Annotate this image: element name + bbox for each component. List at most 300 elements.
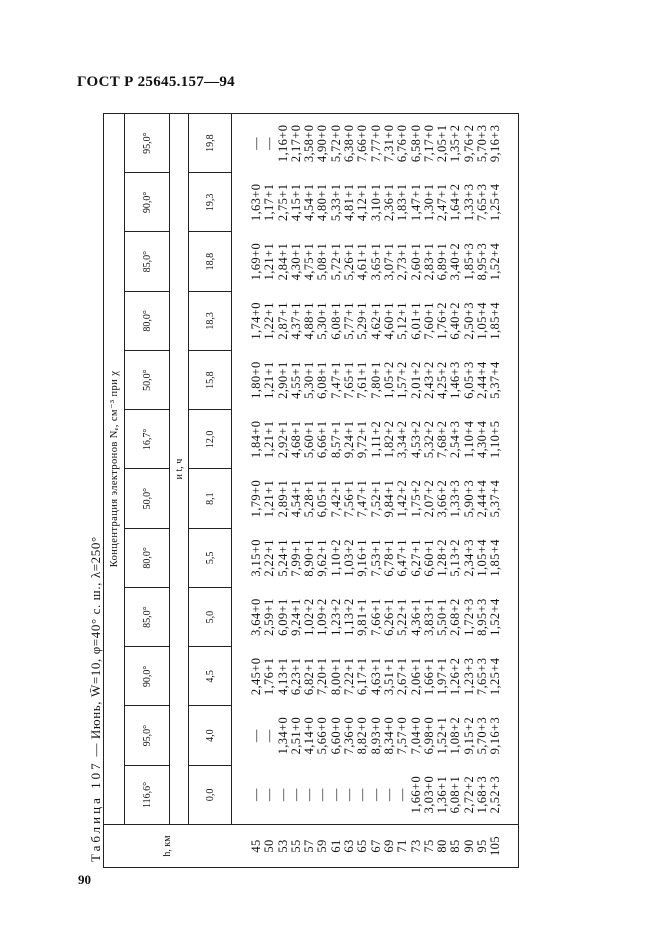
chi-header-cell: 80,0° (125, 291, 170, 350)
concentration-cell: 1,05+2 (381, 361, 396, 399)
concentration-cell: 6,40+2 (448, 302, 463, 340)
concentration-cell: 9,16+1 (355, 539, 370, 577)
concentration-cell: 6,08+1 (448, 775, 463, 814)
concentration-cell: 1,85+3 (461, 242, 476, 281)
concentration-cell: 6,08+1 (328, 302, 343, 340)
concentration-cell: 4,61+1 (355, 242, 370, 281)
table-row (330, 114, 343, 868)
chi-header-cell: 16,7° (125, 410, 170, 469)
table-row (277, 114, 290, 868)
concentration-cell: 3,03+0 (421, 775, 436, 814)
table-row (463, 114, 476, 868)
concentration-cell: — (381, 788, 396, 802)
concentration-cell: 1,21+1 (262, 420, 277, 459)
concentration-cell: 4,14+0 (302, 716, 317, 755)
concentration-cell: 5,08+1 (315, 242, 330, 281)
concentration-cell: 3,40+2 (448, 242, 463, 281)
chi-header-cell: 116,6° (125, 765, 170, 824)
concentration-cell: 3,58+0 (302, 124, 317, 163)
concentration-cell: 2,73+1 (395, 242, 410, 281)
concentration-cell: 6,60+0 (328, 716, 343, 755)
concentration-cell: 4,88+1 (302, 302, 317, 340)
concentration-cell: 3,07+1 (381, 242, 396, 281)
height-cell: 105 (489, 825, 502, 868)
concentration-cell: 1,76+2 (435, 302, 450, 340)
concentration-cell: 3,65+1 (368, 242, 383, 281)
concentration-cell: 1,28+2 (435, 539, 450, 577)
concentration-cell: 6,26+1 (381, 598, 396, 636)
concentration-cell: 1,34+0 (275, 716, 290, 755)
height-cell: 55 (290, 825, 303, 868)
concentration-cell: 7,04+0 (408, 716, 423, 755)
concentration-cell: 6,23+1 (288, 657, 303, 696)
concentration-cell: 2,43+2 (421, 361, 436, 399)
concentration-cell: 9,16+3 (488, 716, 503, 755)
concentration-cell: — (262, 729, 277, 743)
table-caption (88, 113, 103, 868)
electron-concentration-table (103, 113, 519, 868)
concentration-cell: 9,24+1 (288, 598, 303, 636)
concentration-cell: 9,15+2 (461, 716, 476, 755)
height-cell: 45 (250, 825, 263, 868)
concentration-cell: — (249, 788, 263, 802)
table-row (303, 114, 316, 868)
concentration-cell: 2,75+1 (275, 183, 290, 222)
concentration-cell: 1,05+4 (475, 302, 490, 340)
time-header-cell: 8,1 (189, 469, 232, 528)
document-code-header: ГОСТ Р 25645.157—94 (77, 74, 235, 90)
concentration-cell: 7,22+1 (342, 657, 357, 696)
concentration-cell: 1,13+2 (342, 598, 357, 636)
concentration-cell: 4,55+1 (288, 361, 303, 399)
concentration-cell: 1,25+4 (488, 657, 503, 696)
table-row (250, 114, 263, 868)
height-cell: 85 (449, 825, 462, 868)
rotated-table-block (88, 113, 515, 868)
concentration-cell: 5,24+1 (275, 539, 290, 577)
concentration-cell: 6,17+1 (355, 657, 370, 696)
table-row (316, 114, 329, 868)
height-cell: 63 (343, 825, 356, 868)
concentration-cell: 1,21+1 (262, 242, 277, 281)
concentration-cell: 4,12+1 (355, 183, 370, 222)
concentration-cell: 6,89+1 (435, 242, 450, 281)
concentration-cell: 3,10+1 (368, 183, 383, 222)
concentration-cell: 5,70+3 (475, 124, 490, 163)
concentration-cell: 9,24+1 (342, 420, 357, 459)
time-header-cell: 5,0 (189, 588, 232, 647)
concentration-cell: 1,21+1 (262, 361, 277, 399)
concentration-cell: 5,32+2 (421, 420, 436, 459)
concentration-cell: — (368, 788, 383, 802)
concentration-cell: 2,05+1 (435, 124, 450, 163)
concentration-cell: — (262, 788, 277, 802)
concentration-cell: 2,44+4 (475, 361, 490, 399)
concentration-cell: — (262, 136, 277, 150)
concentration-cell: 2,17+0 (288, 124, 303, 163)
concentration-cell: 1,83+1 (395, 183, 410, 222)
concentration-cell: 5,72+1 (328, 242, 343, 281)
concentration-cell: 4,25+2 (435, 361, 450, 399)
concentration-cell: 8,82+0 (355, 716, 370, 755)
concentration-cell: 2,54+3 (448, 420, 463, 459)
concentration-cell: 1,09+2 (315, 598, 330, 636)
spacer-cell (232, 114, 251, 825)
table-caption-text: — Июнь, W̄=10, φ=40° с. ш., λ=250° (88, 536, 103, 757)
concentration-cell: 6,47+1 (395, 539, 410, 577)
spacer-cell (503, 825, 519, 868)
concentration-cell: 7,99+1 (288, 539, 303, 577)
concentration-cell: 1,16+0 (275, 124, 290, 163)
concentration-cell: 2,06+1 (408, 657, 423, 696)
concentration-cell: 1,52+4 (488, 598, 503, 636)
concentration-cell: 2,44+4 (475, 479, 490, 518)
concentration-cell: 5,28+1 (302, 479, 317, 518)
concentration-cell: 7,17+0 (421, 124, 436, 163)
concentration-cell: 4,30+1 (288, 242, 303, 281)
chi-header-cell: 95,0° (125, 114, 170, 173)
concentration-cell: 1,36+1 (435, 775, 450, 814)
concentration-cell: 1,69+0 (249, 242, 263, 281)
concentration-cell: 1,10+2 (328, 539, 343, 577)
concentration-cell: 1,66+0 (408, 775, 423, 814)
height-cell: 50 (263, 825, 276, 868)
concentration-cell: 9,16+3 (488, 124, 503, 163)
time-header-cell: 18,3 (189, 291, 232, 350)
concentration-cell: 2,84+1 (275, 242, 290, 281)
concentration-cell: 4,37+1 (288, 302, 303, 340)
concentration-cell: 3,15+0 (249, 539, 263, 577)
concentration-cell: 4,68+1 (288, 420, 303, 459)
table-row (396, 114, 409, 868)
concentration-cell: 1,30+1 (421, 183, 436, 222)
concentration-cell: 1,52+4 (488, 242, 503, 281)
chi-header-cell: 85,0° (125, 232, 170, 291)
concentration-cell: 5,50+1 (435, 598, 450, 636)
concentration-cell: 7,20+1 (315, 657, 330, 696)
concentration-cell: — (395, 788, 410, 802)
concentration-cell: 7,61+1 (355, 361, 370, 399)
concentration-cell: 8,90+1 (302, 539, 317, 577)
time-header: и t, ч (170, 114, 189, 825)
table-caption-label: Таблица 107 (88, 760, 103, 862)
concentration-cell: 6,05+1 (315, 479, 330, 518)
concentration-cell: 3,51+1 (381, 657, 396, 696)
concentration-cell: 1,26+2 (448, 657, 463, 696)
concentration-cell: 6,76+0 (395, 124, 410, 163)
concentration-cell: — (275, 788, 290, 802)
concentration-cell: 5,66+0 (315, 716, 330, 755)
table-row (410, 114, 423, 868)
height-cell: 67 (370, 825, 383, 868)
concentration-cell: 2,34+3 (461, 539, 476, 577)
concentration-cell: 2,36+1 (381, 183, 396, 222)
concentration-cell: 2,67+1 (395, 657, 410, 696)
table-row (370, 114, 383, 868)
concentration-cell: 9,62+1 (315, 539, 330, 577)
concentration-cell: 4,13+1 (275, 657, 290, 696)
concentration-cell: 1,85+4 (488, 539, 503, 577)
concentration-cell: 1,05+4 (475, 539, 490, 577)
concentration-cell: — (249, 729, 263, 743)
concentration-cell: 1,46+3 (448, 361, 463, 399)
time-header-cell: 0,0 (189, 765, 232, 824)
concentration-cell: 5,13+2 (448, 539, 463, 577)
concentration-cell: 7,52+1 (368, 479, 383, 518)
height-cell: 90 (463, 825, 476, 868)
chi-header-cell: 85,0° (125, 588, 170, 647)
concentration-cell: 7,53+1 (368, 539, 383, 577)
concentration-cell: 6,60+1 (421, 539, 436, 577)
concentration-cell: 1,72+3 (461, 598, 476, 636)
concentration-cell: 7,36+0 (342, 716, 357, 755)
concentration-cell: 1,57+2 (395, 361, 410, 399)
concentration-cell: — (342, 788, 357, 802)
concentration-cell: 4,60+1 (381, 302, 396, 340)
concentration-cell: 1,23+2 (328, 598, 343, 636)
concentration-cell: 4,36+1 (408, 598, 423, 636)
concentration-cell: 9,76+2 (461, 124, 476, 163)
concentration-cell: 1,75+2 (408, 479, 423, 518)
concentration-cell: 1,52+1 (435, 716, 450, 755)
concentration-cell: 2,50+3 (461, 302, 476, 340)
concentration-cell: 1,08+2 (448, 716, 463, 755)
concentration-cell: 8,34+0 (381, 716, 396, 755)
concentration-cell: 6,58+0 (408, 124, 423, 163)
concentration-cell: 1,03+2 (342, 539, 357, 577)
table-row (449, 114, 462, 868)
concentration-cell: 1,23+3 (461, 657, 476, 696)
height-cell: 75 (423, 825, 436, 868)
concentration-cell: 7,77+0 (368, 124, 383, 163)
concentration-cell: 6,09+1 (275, 598, 290, 636)
concentration-cell: 1,64+2 (448, 183, 463, 222)
concentration-cell: 5,37+4 (488, 479, 503, 518)
table-row (383, 114, 396, 868)
concentration-cell: 7,65+1 (342, 361, 357, 399)
table-row (476, 114, 489, 868)
concentration-cell: 2,72+2 (461, 775, 476, 814)
concentration-cell: 3,83+1 (421, 598, 436, 636)
concentration-cell: 1,84+0 (249, 420, 263, 459)
time-header-cell: 4,5 (189, 647, 232, 706)
concentration-cell: 4,15+1 (288, 183, 303, 222)
page-number: 90 (78, 872, 91, 887)
concentration-cell: — (249, 136, 263, 150)
concentration-cell: 7,47+1 (328, 361, 343, 399)
concentration-cell: 4,53+2 (408, 420, 423, 459)
concentration-cell: 5,72+0 (328, 124, 343, 163)
time-header-cell: 5,5 (189, 528, 232, 587)
concentration-cell: 9,84+1 (381, 479, 396, 518)
concentration-cell: 2,59+1 (262, 598, 277, 636)
concentration-cell: 4,63+1 (368, 657, 383, 696)
concentration-cell: 2,90+1 (275, 361, 290, 399)
concentration-cell: 1,68+3 (475, 775, 490, 814)
concentration-cell: 3,34+2 (395, 420, 410, 459)
concentration-cell: 6,27+1 (408, 539, 423, 577)
concentration-cell: 1,21+1 (262, 479, 277, 518)
concentration-cell: — (288, 788, 303, 802)
concentration-cell: 6,82+1 (302, 657, 317, 696)
concentration-cell: 2,52+3 (488, 775, 503, 814)
concentration-cell: 5,70+3 (475, 716, 490, 755)
concentration-cell: 9,72+1 (355, 420, 370, 459)
row-spacer (232, 114, 251, 868)
concentration-cell: 1,02+2 (302, 598, 317, 636)
concentration-cell: 7,56+1 (342, 479, 357, 518)
time-header-cell: 15,8 (189, 351, 232, 410)
concentration-cell: 7,65+3 (475, 183, 490, 222)
concentration-cell: 1,10+4 (461, 420, 476, 459)
h-column-header: h, км (104, 825, 232, 868)
table-row (423, 114, 436, 868)
concentration-cell: 5,12+1 (395, 302, 410, 340)
concentration-cell: 4,62+1 (368, 302, 383, 340)
concentration-cell: 7,57+0 (395, 716, 410, 755)
concentration-cell: 2,45+0 (249, 657, 263, 696)
height-cell: 53 (277, 825, 290, 868)
concentration-cell: 1,33+3 (461, 183, 476, 222)
concentration-cell: 6,01+1 (408, 302, 423, 340)
concentration-cell: 7,47+1 (355, 479, 370, 518)
time-header-cell: 18,8 (189, 232, 232, 291)
spacer-cell (503, 114, 519, 825)
height-cell: 95 (476, 825, 489, 868)
concentration-cell: 1,97+1 (435, 657, 450, 696)
height-cell: 57 (303, 825, 316, 868)
concentration-cell: 2,89+1 (275, 479, 290, 518)
concentration-cell: 7,66+0 (355, 124, 370, 163)
concentration-cell: 8,57+1 (328, 420, 343, 459)
concentration-cell: — (355, 788, 370, 802)
concentration-cell: 6,08+1 (315, 361, 330, 399)
concentration-cell: 4,90+0 (315, 124, 330, 163)
concentration-cell: 7,65+3 (475, 657, 490, 696)
concentration-cell: 2,60+1 (408, 242, 423, 281)
concentration-cell: 9,81+1 (355, 598, 370, 636)
concentration-cell: 1,47+1 (408, 183, 423, 222)
concentration-cell: — (302, 788, 317, 802)
concentration-cell: — (315, 788, 330, 802)
concentration-cell: 7,80+1 (368, 361, 383, 399)
time-header-cell: 4,0 (189, 706, 232, 765)
concentration-cell: 5,60+1 (302, 420, 317, 459)
concentration-cell: 6,66+1 (315, 420, 330, 459)
concentration-cell: 3,64+0 (249, 598, 263, 636)
height-cell: 71 (396, 825, 409, 868)
concentration-cell: — (328, 788, 343, 802)
time-values-row (189, 114, 232, 868)
concentration-cell: 1,76+1 (262, 657, 277, 696)
height-cell: 69 (383, 825, 396, 868)
concentration-cell: 5,33+1 (328, 183, 343, 222)
height-cell: 80 (436, 825, 449, 868)
concentration-cell: 3,66+2 (435, 479, 450, 518)
concentration-cell: 1,11+2 (368, 420, 383, 458)
table-row (263, 114, 276, 868)
concentration-cell: 1,82+2 (381, 420, 396, 459)
concentration-cell: 1,85+4 (488, 302, 503, 340)
concentration-cell: 5,26+1 (342, 242, 357, 281)
concentration-cell: 2,87+1 (275, 302, 290, 340)
concentration-cell: 5,77+1 (342, 302, 357, 340)
concentration-cell: 4,80+1 (315, 183, 330, 222)
table-row (436, 114, 449, 868)
concentration-cell: 7,66+1 (368, 598, 383, 636)
height-cell: 61 (330, 825, 343, 868)
concentration-cell: 1,10+5 (488, 420, 503, 459)
concentration-cell: 4,54+1 (302, 183, 317, 222)
concentration-cell: 2,83+1 (421, 242, 436, 281)
concentration-cell: 5,22+1 (395, 598, 410, 636)
concentration-cell: 1,79+0 (249, 479, 263, 518)
concentration-cell: 1,42+2 (395, 479, 410, 518)
concentration-cell: 8,95+3 (475, 598, 490, 636)
concentration-cell: 8,93+0 (368, 716, 383, 755)
concentration-cell: 4,30+4 (475, 420, 490, 459)
concentration-cell: 7,31+0 (381, 124, 396, 163)
concentration-cell: 2,47+1 (435, 183, 450, 222)
table-row (489, 114, 502, 868)
concentration-cell: 8,95+3 (475, 242, 490, 281)
concentration-cell: 2,51+0 (288, 716, 303, 755)
table-row (290, 114, 303, 868)
concentration-cell: 5,30+1 (302, 361, 317, 399)
concentration-cell: 1,22+1 (262, 302, 277, 340)
concentration-cell: 5,29+1 (355, 302, 370, 340)
time-header-cell: 19,8 (189, 114, 232, 173)
concentration-cell: 6,98+0 (421, 716, 436, 755)
table-row (356, 114, 369, 868)
super-header: Концентрация электронов Nₑ, см⁻³ при χ (104, 114, 125, 825)
concentration-cell: 4,54+1 (288, 479, 303, 518)
concentration-cell: 5,90+3 (461, 479, 476, 518)
table-body (232, 114, 519, 868)
concentration-cell: 1,80+0 (249, 361, 263, 399)
concentration-cell: 2,07+2 (421, 479, 436, 518)
concentration-cell: 2,01+2 (408, 361, 423, 399)
height-cell: 59 (316, 825, 329, 868)
concentration-cell: 8,00+1 (328, 657, 343, 696)
concentration-cell: 4,81+1 (342, 183, 357, 222)
table-row (343, 114, 356, 868)
chi-header-cell: 90,0° (125, 647, 170, 706)
row-spacer (503, 114, 519, 868)
concentration-cell: 2,68+2 (448, 598, 463, 636)
concentration-cell: 1,35+2 (448, 124, 463, 163)
concentration-cell: 6,78+1 (381, 539, 396, 577)
concentration-cell: 1,33+3 (448, 479, 463, 518)
chi-header-cell: 95,0° (125, 706, 170, 765)
concentration-cell: 6,38+0 (342, 124, 357, 163)
concentration-cell: 5,30+1 (315, 302, 330, 340)
concentration-cell: 1,66+1 (421, 657, 436, 696)
concentration-cell: 1,17+1 (262, 183, 277, 222)
spacer-cell (232, 825, 251, 868)
concentration-cell: 7,42+1 (328, 479, 343, 518)
chi-header-cell: 50,0° (125, 469, 170, 528)
time-header-cell: 19,3 (189, 173, 232, 232)
chi-header-cell: 50,0° (125, 351, 170, 410)
concentration-cell: 2,92+1 (275, 420, 290, 459)
chi-header-cell: 90,0° (125, 173, 170, 232)
concentration-cell: 1,74+0 (249, 302, 263, 340)
time-header-cell: 12,0 (189, 410, 232, 469)
concentration-cell: 6,05+3 (461, 361, 476, 399)
height-cell: 73 (410, 825, 423, 868)
concentration-cell: 1,63+0 (249, 183, 263, 222)
